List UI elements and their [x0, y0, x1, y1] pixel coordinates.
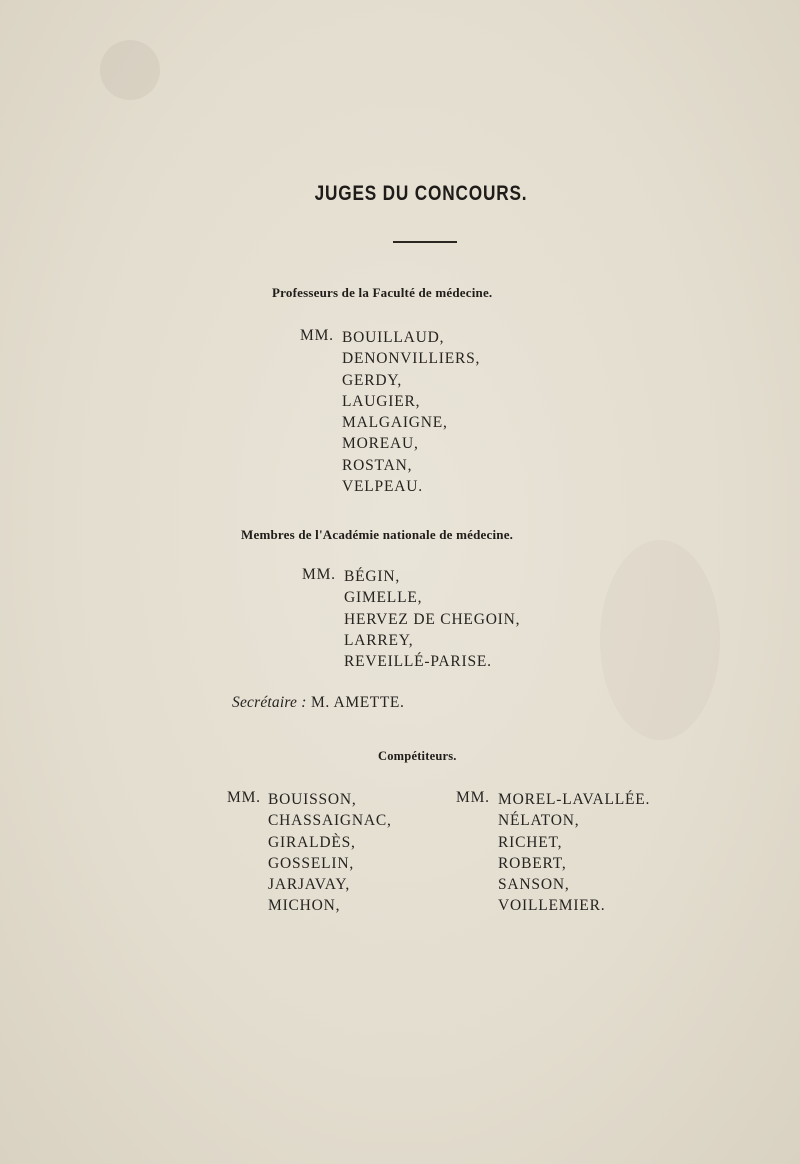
- list-item: MALGAIGNE,: [342, 414, 448, 432]
- list-item: HERVEZ DE CHEGOIN,: [344, 610, 521, 628]
- list-item: NÉLATON,: [498, 812, 580, 830]
- list-item: BÉGIN,: [344, 568, 401, 585]
- list-item: JARJAVAY,: [268, 876, 351, 894]
- list-item: DENONVILLIERS,: [342, 350, 481, 368]
- competiteurs-left-list: [268, 789, 392, 917]
- competiteurs-right-list: [498, 789, 650, 917]
- list-item: VELPEAU.: [342, 478, 423, 496]
- page-title: JUGES DU CONCOURS.: [314, 182, 528, 205]
- competiteurs-heading: Compétiteurs.: [378, 749, 457, 763]
- list-item: ROSTAN,: [342, 456, 413, 474]
- list-item: REVEILLÉ-PARISE.: [344, 653, 492, 671]
- list-item: GIMELLE,: [344, 589, 423, 607]
- list-item: VOILLEMIER.: [498, 897, 606, 915]
- list-item: MOREAU,: [342, 435, 419, 453]
- list-item: GOSSELIN,: [268, 854, 354, 872]
- competiteurs-left-prefix: MM.: [227, 789, 261, 806]
- professeurs-prefix: MM.: [300, 327, 334, 344]
- list-item: GERDY,: [342, 371, 403, 389]
- competiteurs-right-prefix: MM.: [456, 789, 490, 806]
- list-item: SANSON,: [498, 876, 570, 894]
- title-rule: [393, 241, 457, 243]
- list-item: MICHON,: [268, 897, 341, 915]
- secretary-line: [232, 694, 404, 712]
- list-item: LARREY,: [344, 631, 414, 649]
- list-item: BOUILLAUD,: [342, 329, 445, 346]
- paper-stain: [100, 40, 160, 100]
- list-item: LAUGIER,: [342, 392, 421, 410]
- paper-stain: [600, 540, 720, 740]
- academie-prefix: MM.: [302, 566, 336, 583]
- academie-heading: Membres de l'Académie nationale de médecine.: [241, 527, 514, 542]
- secretary-name: M. AMETTE.: [311, 694, 405, 711]
- secretary-label: Secrétaire :: [232, 694, 307, 711]
- professeurs-list: [342, 327, 480, 497]
- list-item: CHASSAIGNAC,: [268, 812, 392, 830]
- academie-list: [344, 566, 520, 672]
- list-item: MOREL-LAVALLÉE.: [498, 791, 651, 808]
- list-item: RICHET,: [498, 833, 563, 851]
- professeurs-heading: Professeurs de la Faculté de médecine.: [272, 285, 493, 300]
- list-item: BOUISSON,: [268, 791, 357, 808]
- list-item: ROBERT,: [498, 854, 567, 872]
- list-item: GIRALDÈS,: [268, 833, 356, 851]
